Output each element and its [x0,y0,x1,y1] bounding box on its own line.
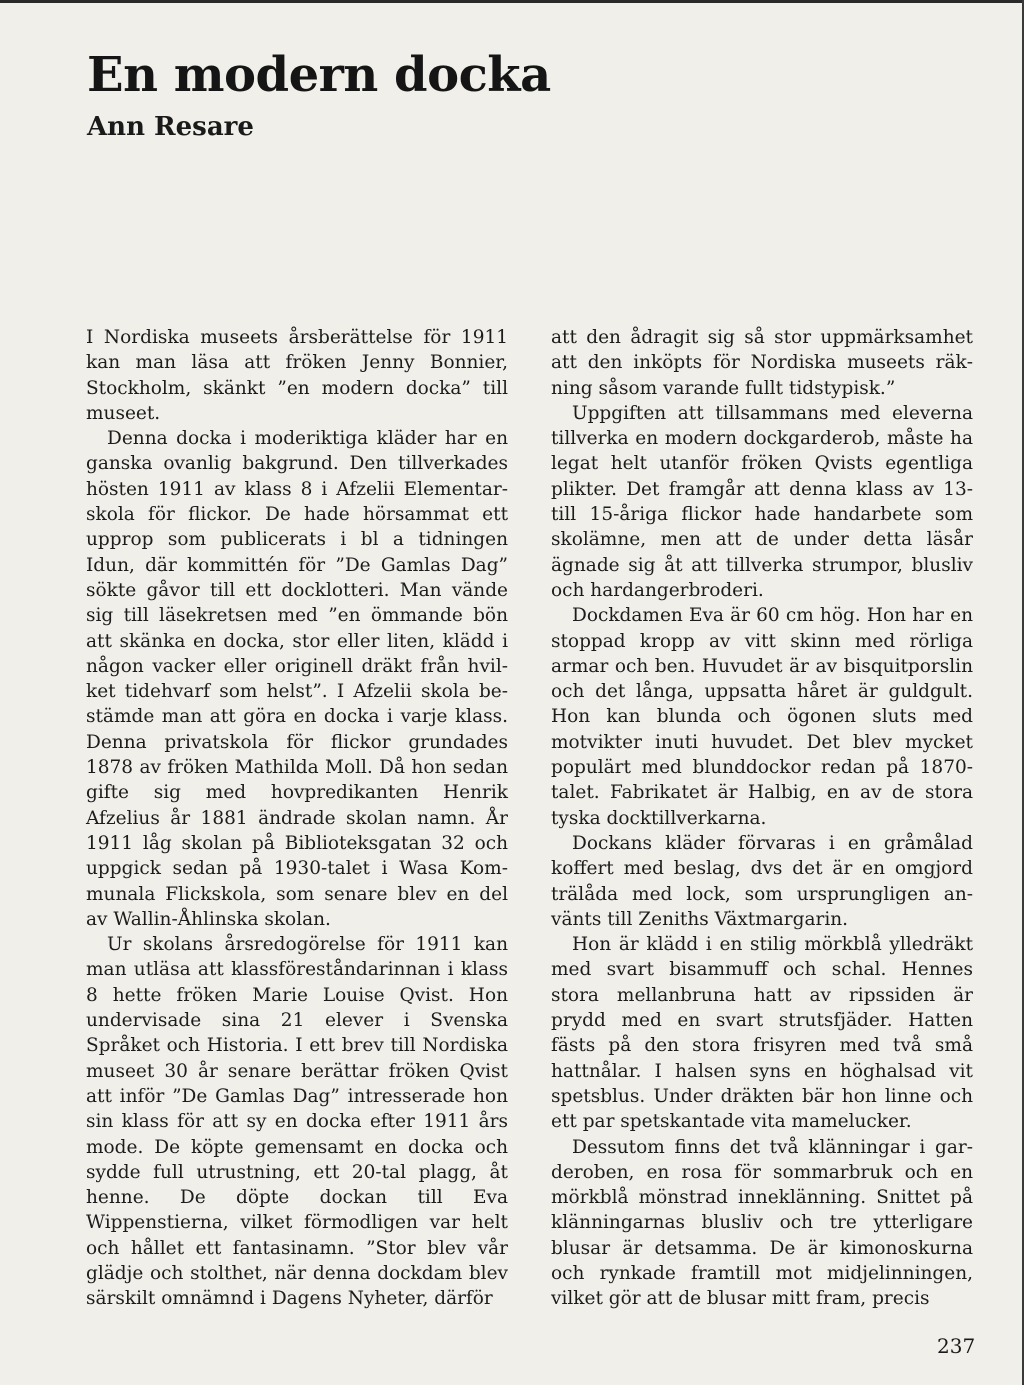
paragraph: Dessutom finns det två klänningar i garderoben, en rosa för sommarbruk och en mörkblå mönstrad inneklänning. Snittet på klänningarnas blusliv och tre ytterligare blusar är detsamma. De är kimonoskurna och rynkade framtill mot midjelinningen, vilket gör att de blusar mitt fram, precis [551,1136,973,1310]
article-author: Ann Resare [87,112,254,142]
paragraph: I Nordiska museets årsberättelse för 1911 kan man läsa att fröken Jenny Bonnier, Stockholm, skänkt ”en modern docka” till museet. [86,327,508,424]
page-number: 237 [937,1334,976,1358]
left-column [86,325,508,1312]
paragraph: Dockans kläder förvaras i en gråmålad koffert med beslag, dvs det är en omgjord trälåda med lock, som ursprungligen använts till Zeniths Växtmargarin. [551,832,973,930]
right-column [551,325,973,1312]
paragraph: Dockdamen Eva är 60 cm hög. Hon har en stoppad kropp av vitt skinn med rörliga armar och ben. Huvudet är av bisquitporslin och det långa, uppsatta håret är guldgult. Hon kan blunda och ögonen sluts med motvikter inuti huvudet. Det blev mycket populärt med blunddockor redan på 1870-talet. Fabrikatet är Halbig, en av de stora tyska docktillverkarna. [551,605,973,829]
paragraph: Uppgiften att tillsammans med eleverna tillverka en modern dockgarderob, måste ha legat helt utanför fröken Qvists egentliga plikter. Det framgår att denna klass av 13- till 15-åriga flickor hade handarbete som skolämne, men att de under detta läsår ägnade sig åt att tillverka strumpor, blusliv och hardangerbroderi. [551,402,973,601]
paragraph: Ur skolans årsredogörelse för 1911 kan man utläsa att klassföreståndarinnan i klass 8 hette fröken Marie Louise Qvist. Hon undervisade sina 21 elever i Svenska Språket och Historia. I ett brev till Nordiska museet 30 år senare berättar fröken Qvist att inför ”De Gamlas Dag” intresserade hon sin klass för att sy en docka efter 1911 års mode. De köpte gemensamt en docka och sydde full utrustning, ett 20-tal plagg, åt henne. De döpte dockan till Eva Wippenstierna, vilket förmodligen var helt och hållet ett fantasinamn. ”Stor blev vår glädje och stolthet, när denna dockdam blev särskilt omnämnd i Dagens Nyheter, därför [86,934,508,1310]
paragraph: att den ådragit sig så stor uppmärksamhet att den inköpts för Nordiska museets räkning såsom varande fullt tidstypisk.” [551,327,973,399]
paragraph: Hon är klädd i en stilig mörkblå ylledräkt med svart bisammuff och schal. Hennes stora mellanbruna hatt av ripssiden är prydd med en svart strutsfjäder. Hatten fästs på den stora frisyren med två små hattnålar. I halsen syns en höghalsad vit spetsblus. Under dräkten bär hon linne och ett par spetskantade vita mamelucker. [551,934,973,1133]
article-title: En modern docka [87,47,551,103]
scan-edge-top [0,0,1024,3]
paragraph: Denna docka i moderiktiga kläder har en ganska ovanlig bakgrund. Den tillverkades hösten 1911 av klass 8 i Afzelii Elementarskola för flickor. De hade hörsammat ett upprop som publicerats i bl a tidningen Idun, där kommittén för ”De Gamlas Dag” sökte gåvor till ett docklotteri. Man vände sig till läsekretsen med ”en ömmande bön att skänka en docka, stor eller liten, klädd i någon vacker eller originell dräkt från hvilket tidehvarf som helst”. I Afzelii skola bestämde man att göra en docka i varje klass. Denna privatskola för flickor grundades 1878 av fröken Mathilda Moll. Då hon sedan gifte sig med hovpredikanten Henrik Afzelius år 1881 ändrade skolan namn. År 1911 låg skolan på Biblioteksgatan 32 och uppgick sedan på 1930-talet i Wasa Kommunala Flickskola, som senare blev en del av Wallin-Åhlinska skolan. [86,428,508,930]
